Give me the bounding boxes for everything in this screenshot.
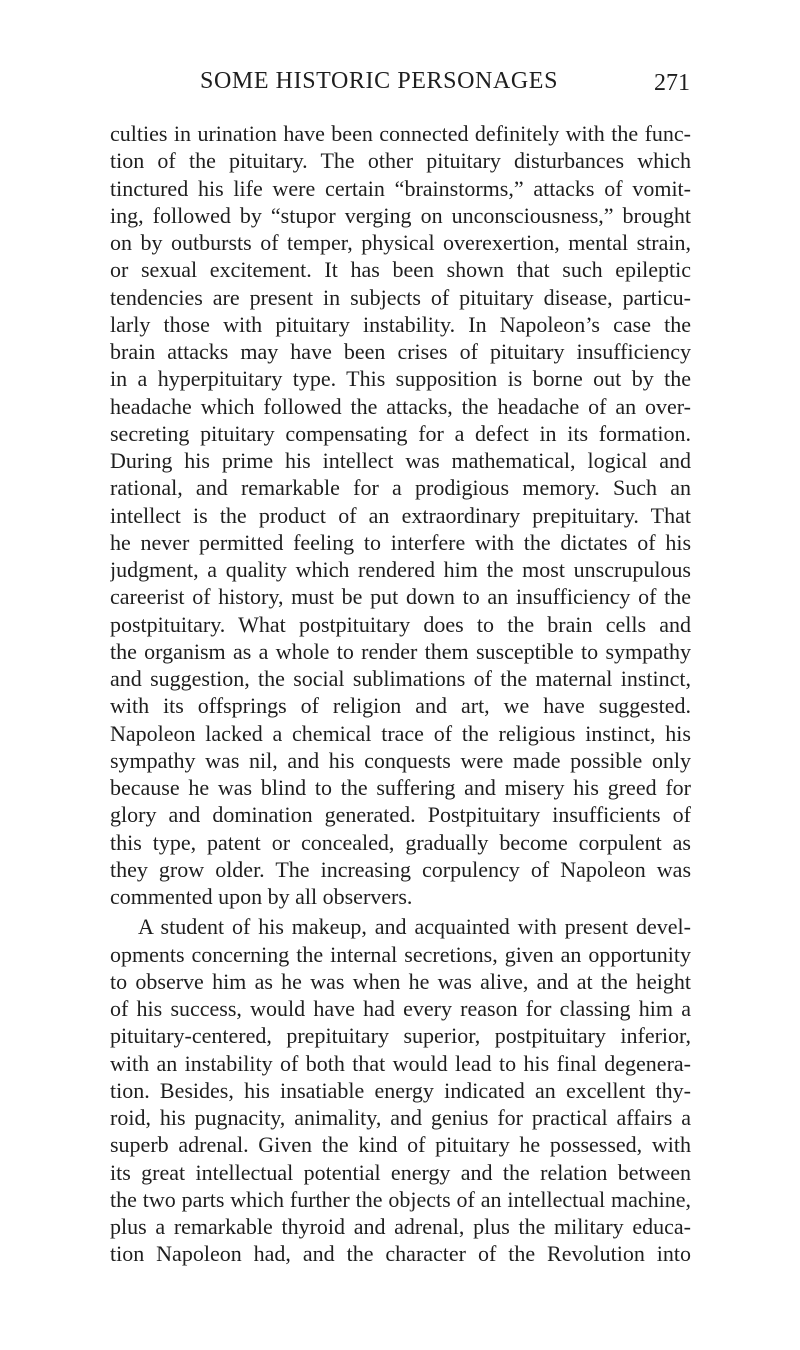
- text-line: sympathy was nil, and his conquests were made possible only: [110, 747, 691, 773]
- text-line: in a hyperpituitary type. This supposition is borne out by the: [110, 366, 691, 392]
- text-line: rational, and remarkable for a prodigious memory. Such an: [110, 475, 691, 501]
- text-line: commented upon by all observers.: [110, 884, 413, 909]
- text-line: tion of the pituitary. The other pituitary disturbances which: [110, 148, 691, 174]
- text-line: and suggestion, the social sublimations of the maternal instinct,: [110, 666, 691, 691]
- running-head: [110, 68, 690, 102]
- chapter-title: SOME HISTORIC PERSONAGES: [200, 68, 559, 94]
- text-line: tendencies are present in subjects of pituitary disease, particu-: [110, 284, 691, 310]
- text-line: tion Napoleon had, and the character of the Revolution into: [110, 1241, 691, 1267]
- text-line: tion. Besides, his insatiable energy indicated an excellent thy-: [110, 1077, 691, 1103]
- text-line: because he was blind to the suffering and misery his greed for: [110, 775, 691, 800]
- text-line: A student of his makeup, and acquainted with present devel-: [138, 914, 691, 940]
- text-line: plus a remarkable thyroid and adrenal, plus the military educa-: [110, 1214, 691, 1239]
- text-line: with its offsprings of religion and art, we have suggested.: [110, 693, 691, 719]
- text-line: intellect is the product of an extraordinary prepituitary. That: [110, 502, 691, 528]
- text-line: of his success, would have had every reason for classing him a: [110, 996, 691, 1021]
- text-line: During his prime his intellect was mathematical, logical and: [110, 448, 691, 473]
- text-line: roid, his pugnacity, animality, and genius for practical affairs a: [110, 1105, 691, 1130]
- text-line: this type, patent or concealed, gradually become corpulent as: [110, 829, 691, 855]
- text-line: superb adrenal. Given the kind of pituitary he possessed, with: [110, 1132, 691, 1158]
- text-line: to observe him as he was when he was alive, and at the height: [110, 968, 691, 994]
- text-line: they grow older. The increasing corpulency of Napoleon was: [110, 856, 691, 882]
- text-line: careerist of history, must be put down to an insufficiency of the: [110, 584, 691, 610]
- paragraph: [110, 120, 691, 910]
- text-line: headache which followed the attacks, the headache of an over-: [110, 393, 691, 419]
- text-line: glory and domination generated. Postpituitary insufficients of: [110, 802, 691, 828]
- text-line: or sexual excitement. It has been shown that such epileptic: [110, 257, 691, 283]
- page-number: 271: [654, 70, 690, 96]
- text-line: the organism as a whole to render them susceptible to sympathy: [110, 638, 691, 664]
- text-line: larly those with pituitary instability. In Napoleon’s case the: [110, 311, 691, 337]
- body-text: [110, 120, 691, 1268]
- text-line: tinctured his life were certain “brainstorms,” attacks of vomit-: [110, 175, 691, 201]
- text-line: Napoleon lacked a chemical trace of the religious instinct, his: [110, 720, 691, 746]
- text-line: with an instability of both that would lead to his final degenera-: [110, 1050, 691, 1076]
- text-line: secreting pituitary compensating for a defect in its formation.: [110, 420, 691, 446]
- text-line: judgment, a quality which rendered him the most unscrupulous: [110, 557, 691, 582]
- text-line: its great intellectual potential energy and the relation between: [110, 1159, 691, 1185]
- text-line: on by outbursts of temper, physical overexertion, mental strain,: [110, 230, 691, 255]
- text-line: he never permitted feeling to interfere with the dictates of his: [110, 529, 691, 555]
- text-line: pituitary-centered, prepituitary superior, postpituitary inferior,: [110, 1023, 691, 1049]
- text-line: the two parts which further the objects of an intellectual machine,: [110, 1186, 691, 1212]
- paragraph: [110, 913, 691, 1267]
- text-line: brain attacks may have been crises of pituitary insufficiency: [110, 339, 691, 364]
- text-line: ing, followed by “stupor verging on unconsciousness,” brought: [110, 202, 691, 228]
- text-line: postpituitary. What postpituitary does to the brain cells and: [110, 611, 691, 637]
- text-line: opments concerning the internal secretions, given an opportunity: [110, 941, 691, 967]
- text-line: culties in urination have been connected definitely with the func-: [110, 121, 691, 146]
